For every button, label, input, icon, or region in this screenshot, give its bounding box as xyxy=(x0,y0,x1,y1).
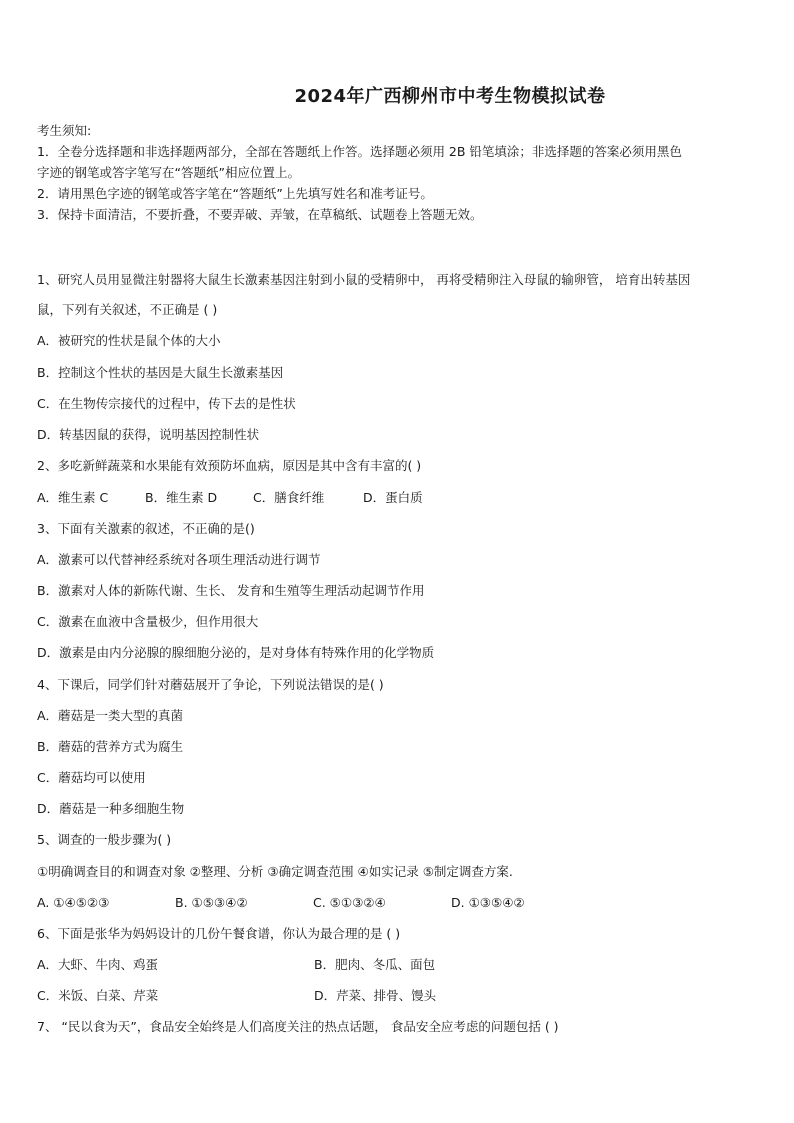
option: D．蘑菇是一种多细胞生物 xyxy=(37,801,185,816)
option-row xyxy=(37,957,435,973)
option: D．转基因鼠的获得，说明基因控制性状 xyxy=(37,427,260,442)
notice-heading: 考生须知: xyxy=(37,123,92,138)
option: C．激素在血液中含量极少，但作用很大 xyxy=(37,614,259,629)
option-row xyxy=(37,895,525,911)
option: B．激素对人体的新陈代谢、生长、 发育和生殖等生理活动起调节作用 xyxy=(37,583,425,598)
option: C. ⑤①③②④ xyxy=(313,895,386,910)
option: D．芹菜、排骨、馒头 xyxy=(314,988,437,1003)
question-stem: 3、下面有关激素的叙述，不正确的是() xyxy=(37,521,255,536)
option: A．维生素 C xyxy=(37,490,109,505)
page-title: 2024年广西柳州市中考生物模拟试卷 xyxy=(294,86,606,107)
option-row xyxy=(37,988,436,1004)
option: C．在生物传宗接代的过程中，传下去的是性状 xyxy=(37,396,296,411)
question-stem: 5、调查的一般步骤为( ) xyxy=(37,832,172,847)
notice-item: 字迹的钢笔或答字笔写在“答题纸”相应位置上。 xyxy=(37,165,300,180)
option: A．被研究的性状是鼠个体的大小 xyxy=(37,333,221,348)
question-stem: 7、 “民以食为天”，食品安全始终是人们高度关注的热点话题， 食品安全应考虑的问题包括 ( ) xyxy=(37,1019,559,1034)
option: A．蘑菇是一类大型的真菌 xyxy=(37,708,184,723)
option: D. ①③⑤④② xyxy=(451,895,525,910)
option: D．激素是由内分泌腺的腺细胞分泌的，是对身体有特殊作用的化学物质 xyxy=(37,645,435,660)
step-list: ①明确调查目的和调查对象 ②整理、分析 ③确定调查范围 ④如实记录 ⑤制定调查方案. xyxy=(37,864,513,879)
option: C．米饭、白菜、芹菜 xyxy=(37,988,159,1003)
option: C．膳食纤维 xyxy=(253,490,325,505)
option: A．激素可以代替神经系统对各项生理活动进行调节 xyxy=(37,552,321,567)
question-stem: 1、研究人员用显微注射器将大鼠生长激素基因注射到小鼠的受精卵中， 再将受精卵注入母鼠的输卵管， 培育出转基因 xyxy=(37,272,691,287)
question-stem-cont: 鼠，下列有关叙述，不正确是 ( ) xyxy=(37,302,218,317)
option: A．大虾、牛肉、鸡蛋 xyxy=(37,957,159,972)
option: B．控制这个性状的基因是大鼠生长激素基因 xyxy=(37,365,284,380)
option: B．肥肉、冬瓜、面包 xyxy=(314,957,436,972)
question-stem: 2、多吃新鲜蔬菜和水果能有效预防坏血病，原因是其中含有丰富的( ) xyxy=(37,458,422,473)
option: A. ①④⑤②③ xyxy=(37,895,110,910)
notice-item: 2．请用黑色字迹的钢笔或答字笔在“答题纸”上先填写姓名和准考证号。 xyxy=(37,186,433,201)
notice-item: 3．保持卡面清洁，不要折叠，不要弄破、弄皱，在草稿纸、试题卷上答题无效。 xyxy=(37,207,483,222)
notice-item: 1．全卷分选择题和非选择题两部分，全部在答题纸上作答。选择题必须用 2B 铅笔填涂；非选择题的答案必须用黑色 xyxy=(37,144,682,159)
question-stem: 6、下面是张华为妈妈设计的几份午餐食谱，你认为最合理的是 ( ) xyxy=(37,926,401,941)
question-stem: 4、下课后，同学们针对蘑菇展开了争论，下列说法错误的是( ) xyxy=(37,677,384,692)
notice-block xyxy=(37,120,762,225)
option-row xyxy=(37,490,423,506)
option: C．蘑菇均可以使用 xyxy=(37,770,146,785)
option: B. ①⑤③④② xyxy=(175,895,248,910)
option: B．蘑菇的营养方式为腐生 xyxy=(37,739,184,754)
option: B．维生素 D xyxy=(145,490,218,505)
option: D．蛋白质 xyxy=(363,490,423,505)
